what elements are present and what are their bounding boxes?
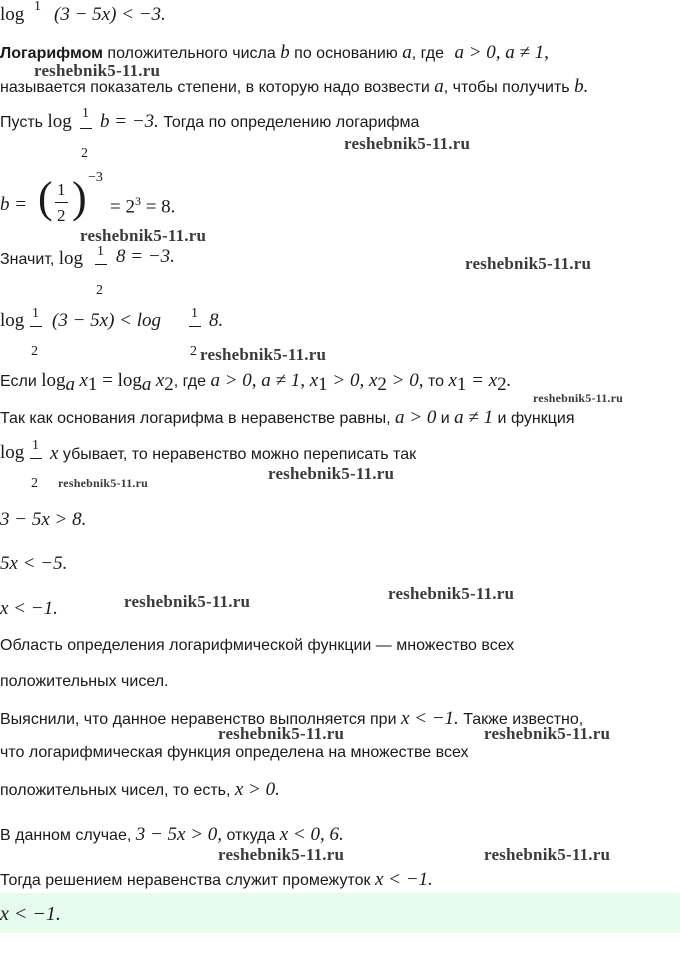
fraction-bar [95,264,107,265]
let-line-rest [100,111,419,133]
if-cond3: > 0, [386,370,424,391]
case-m2: x < 0, 6. [279,824,344,845]
frac-num-5: 1 [32,306,39,321]
answer: x < −1. [0,903,61,925]
if-pre: Если [0,373,42,390]
def-text: положительного числа [102,45,281,62]
fraction-bar [30,326,42,327]
watermark: reshebnik5-11.ru [58,476,148,490]
watermark: reshebnik5-11.ru [388,584,515,603]
let-line [0,111,72,133]
log-expression [0,4,24,26]
pow-result [110,194,175,218]
watermark: reshebnik5-11.ru [218,845,345,864]
step-3: x < −1. [0,598,58,619]
def2-text: называется показатель степени, в которую надо возвести [0,79,435,96]
watermark: reshebnik5-11.ru [465,254,592,273]
watermark: reshebnik5-11.ru [533,391,623,405]
watermark: reshebnik5-11.ru [34,61,161,80]
sub-a-2: a [141,374,152,396]
case-pre: В данном случае, [0,827,136,844]
definition-line-2 [0,76,588,98]
log-word-2: log [47,111,72,132]
frac-num-3: 1 [57,180,66,199]
sol-pre: Тогда решением неравенства служит промежуток [0,872,375,889]
found3-m: x > 0. [234,779,280,800]
sub-2: 2 [164,374,174,396]
frac-den-2: 2 [81,146,88,161]
sub-2c: 2 [497,374,507,396]
watermark: reshebnik5-11.ru [268,464,395,483]
domain-line-2: положительных чисел. [0,673,169,690]
step-2: 5x < −5. [0,553,68,574]
found-post: Также известно, [458,711,584,728]
since-pre: Так как основания логарифма в неравенстве равны, [0,410,396,427]
sub-a: a [65,374,75,396]
frac-num: 1 [34,0,41,14]
watermark: reshebnik5-11.ru [484,845,611,864]
watermark: reshebnik5-11.ru [80,226,207,245]
step-1: 3 − 5x > 8. [0,509,87,530]
log-word-6: log [0,442,25,463]
if-line [0,370,511,396]
fraction-bar [30,458,42,459]
sub-1c: 1 [456,374,467,396]
frac-num-6: 1 [191,306,198,321]
watermark: reshebnik5-11.ru [218,724,345,743]
decreasing-line [50,443,416,465]
since-line [0,407,575,429]
var-a-2: a [434,76,444,97]
watermark: reshebnik5-11.ru [344,134,471,153]
pow-exp: 3 [134,194,141,208]
if-where: , где [173,373,211,390]
ineq-1: (3 − 5x) < −3. [54,4,166,25]
if-cond: a > 0, a ≠ 1, x [210,370,319,391]
fraction-bar [189,326,201,327]
since-m1: a > 0 [395,407,437,428]
let-pre: Пусть [0,114,48,131]
found-line-3 [0,779,280,801]
let-post: Тогда по определению логарифма [158,114,420,131]
fraction-bar [80,128,92,129]
def-condition: a > 0, a ≠ 1, [454,42,549,63]
frac-num-2: 1 [82,106,89,121]
var-a: a [402,42,412,63]
found3-pre: положительных чисел, то есть, [0,782,235,799]
dec-text: убывает, то неравенство можно переписать так [58,446,417,463]
exponent: −3 [88,170,103,185]
if-cond2: > 0, x [327,370,378,391]
def-text-2: по основанию [289,45,403,62]
if-eq: = log [97,370,142,391]
watermark: reshebnik5-11.ru [484,724,611,743]
sub-2b: 2 [377,374,387,396]
var-b-2: b. [574,76,589,97]
since-m2: a ≠ 1 [454,407,494,428]
sub-1: 1 [87,374,98,396]
dec-x: x [50,443,59,464]
left-paren: ( [38,173,53,222]
answer-box [0,893,680,933]
frac-den-5: 2 [31,344,38,359]
sub-1b: 1 [318,374,328,396]
frac-den-6: 2 [190,344,197,359]
hence-line [0,248,83,270]
case-line [0,824,344,846]
since-post: и функция [493,410,575,427]
domain-line-1: Область определения логарифмической функции — множество всех [0,637,515,654]
pow-end: = 8. [145,196,176,218]
hence-pre: Значит, [0,251,59,268]
var-b: b [280,42,290,63]
hence-math: 8 = −3. [116,246,175,267]
frac-den-4: 2 [96,283,103,298]
found-m: x < −1. [400,708,459,729]
let-math: b = −3. [100,111,159,132]
sol-m: x < −1. [374,869,433,890]
ineq-2b: 8. [209,310,224,331]
def-where: , где [411,45,449,62]
frac-den-3: 2 [57,206,66,225]
solution-line [0,869,433,891]
x1: x [79,370,88,391]
found-line-2: что логарифмическая функция определена на множестве всех [0,744,469,761]
log-word-5: log [41,370,66,391]
b-eq: b = [0,194,28,215]
frac-den-7: 2 [31,476,38,491]
if-res3: . [506,370,512,391]
frac-num-4: 1 [97,244,104,259]
if-then: то [423,373,449,390]
watermark: reshebnik5-11.ru [124,592,251,611]
right-paren: ) [72,173,87,222]
pow-res: = 2 [110,196,135,218]
ineq-2: (3 − 5x) < log [52,310,162,331]
case-m: 3 − 5x > 0, [135,824,223,845]
log-word: log [0,4,25,25]
log-word-3: log [58,248,84,269]
log-word-4: log [0,310,25,331]
if-res: x [448,370,457,391]
fraction-bar [55,202,68,203]
x2: x [155,370,165,391]
definition-term: Логарифмом [0,45,103,62]
def2-end: , чтобы получить [443,79,575,96]
if-res2: = x [466,370,498,391]
watermark: reshebnik5-11.ru [200,345,327,364]
found-pre: Выяснили, что данное неравенство выполняется при [0,711,401,728]
frac-num-7: 1 [32,438,39,453]
since-and: и [436,410,455,427]
case-mid: откуда [222,827,280,844]
